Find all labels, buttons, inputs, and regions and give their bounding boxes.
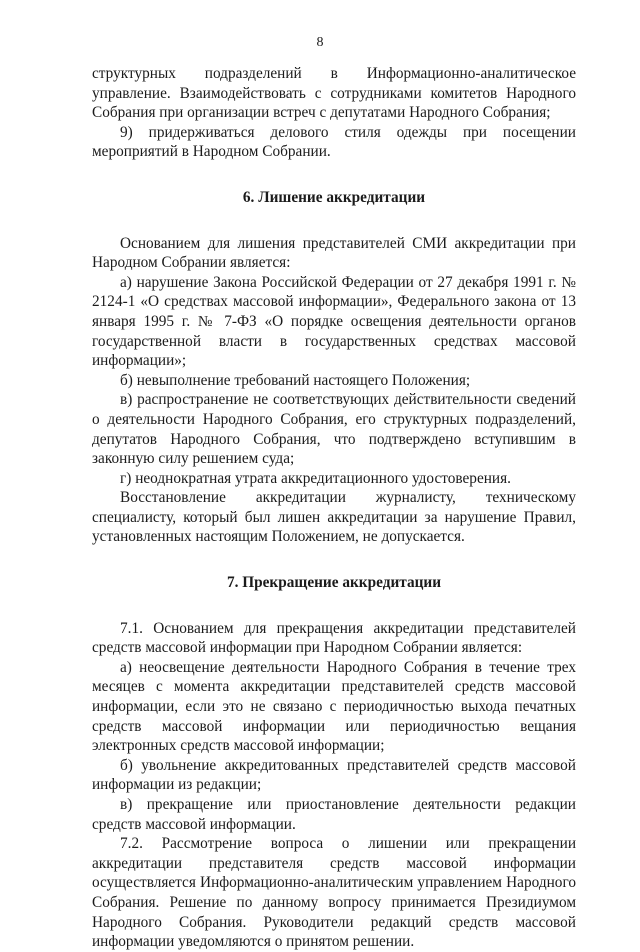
paragraph: структурных подразделений в Информационно-аналитическое управление. Взаимодействовать с сотрудниками комитетов Народного Собрания при организации встреч с депутатами Народного Собрания; [92,65,576,122]
list-item: б) увольнение аккредитованных представителей средств массовой информации из редакции; [92,756,576,794]
list-item: а) нарушение Закона Российской Федерации от 27 декабря 1991 г. № 2124-1 «О средствах массовой информации», Федерального закона от 13 января 1995 г. № 7-ФЗ «О порядке освещения деятельности органов государственной власти в государственных средствах массовой информации»; [92,273,576,370]
section-heading: 7. Прекращение аккредитации [226,574,442,592]
page-body [92,64,576,952]
paragraph: 9) придерживаться делового стиля одежды при посещении мероприятий в Народном Собрании. [92,123,576,161]
list-item: б) невыполнение требований настоящего Положения; [120,371,471,389]
list-item: в) распространение не соответствующих действительности сведений о деятельности Народного Собрания, его структурных подразделений, депутатов Народного Собрания, что подтверждено вступившим в законную силу решением суда; [92,391,576,468]
page-number: 8 [316,35,324,50]
paragraph: 7.2. Рассмотрение вопроса о лишении или прекращении аккредитации представителя средств массовой информации осуществляется Информационно-аналитическим управлением Народного Собрания. Решение по данному вопросу принимается Президиумом Народного Собрания. Руководители редакций средств массовой информации уведомляются о принятом решении. [92,835,576,951]
list-item: а) неосвещение деятельности Народного Собрания в течение трех месяцев с момента аккредитации представителей средств массовой информации, если это не связано с периодичностью выхода печатных средств массовой информации или периодичностью вещания электронных средств массовой информации; [92,658,576,755]
list-item: г) неоднократная утрата аккредитационного удостоверения. [120,469,511,487]
list-item: в) прекращение или приостановление деятельности редакции средств массовой информации. [92,796,576,833]
paragraph: Основанием для лишения представителей СМИ аккредитации при Народном Собрании является: [92,234,576,272]
paragraph: 7.1. Основанием для прекращения аккредитации представителей средств массовой информации при Народном Собрании является: [92,619,576,657]
paragraph: Восстановление аккредитации журналисту, техническому специалисту, который был лишен аккредитации за нарушение Правил, установленных настоящим Положением, не допускается. [92,489,576,546]
section-heading: 6. Лишение аккредитации [242,188,426,206]
